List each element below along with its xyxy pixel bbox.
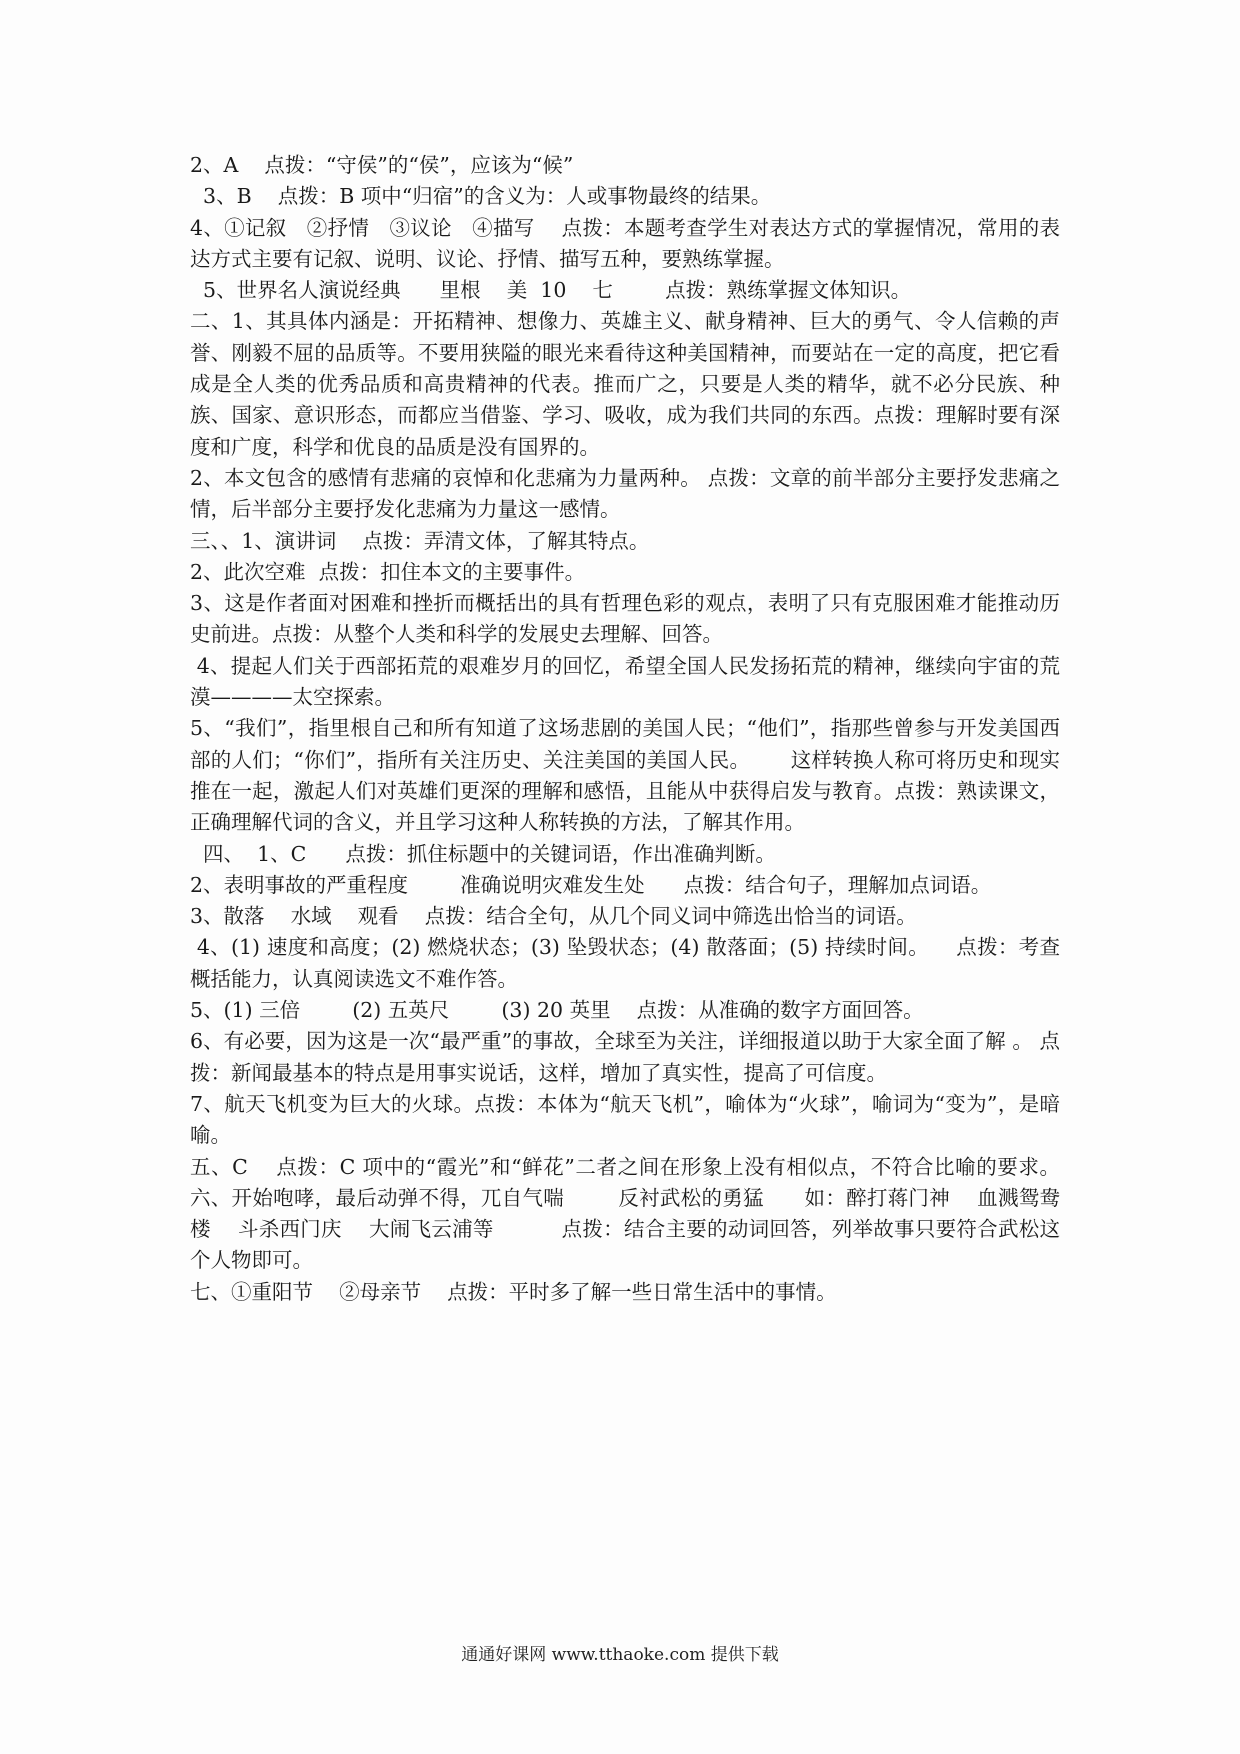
paragraph: 四、 1、C 点拨：抓住标题中的关键词语，作出准确判断。 <box>190 841 776 866</box>
paragraph: 4、提起人们关于西部拓荒的艰难岁月的回忆，希望全国人民发扬拓荒的精神，继续向宇宙的荒漠————太空探索。 <box>190 653 1060 710</box>
answer-content <box>190 150 1060 1308</box>
paragraph: 二、1、其具体内涵是：开拓精神、想像力、英雄主义、献身精神、巨大的勇气、令人信赖的声誉、刚毅不屈的品质等。不要用狭隘的眼光来看待这种美国精神，而要站在一定的高度，把它看成是全人类的优秀品质和高贵精神的代表。推而广之，只要是人类的精华，就不必分民族、种族、国家、意识形态，而都应当借鉴、学习、吸收，成为我们共同的东西。点拨：理解时要有深度和广度，科学和优良的品质是没有国界的。 <box>190 309 1060 459</box>
paragraph: 4、(1) 速度和高度；(2) 燃烧状态；(3) 坠毁状态；(4) 散落面；(5) 持续时间。 点拨：考查概括能力，认真阅读选文不难作答。 <box>190 935 1060 991</box>
paragraph: 4、①记叙 ②抒情 ③议论 ④描写 点拨：本题考查学生对表达方式的掌握情况，常用的表达方式主要有记叙、说明、议论、抒情、描写五种，要熟练掌握。 <box>190 215 1060 271</box>
paragraph: 2、A 点拨：“守侯”的“侯”，应该为“候” <box>190 153 574 177</box>
paragraph: 6、有必要，因为这是一次“最严重”的事故，全球至为关注，详细报道以助于大家全面了解 。 点拨：新闻最基本的特点是用事实说话，这样，增加了真实性，提高了可信度。 <box>190 1029 1060 1085</box>
paragraph: 2、此次空难 点拨：扣住本文的主要事件。 <box>190 559 586 584</box>
paragraph: 7、航天飞机变为巨大的火球。点拨：本体为“航天飞机”，喻体为“火球”，喻词为“变为”，是暗喻。 <box>190 1091 1060 1148</box>
paragraph: 5、(1) 三倍 (2) 五英尺 (3) 20 英里 点拨：从准确的数字方面回答。 <box>190 998 924 1023</box>
paragraph: 七、①重阳节 ②母亲节 点拨：平时多了解一些日常生活中的事情。 <box>190 1279 837 1304</box>
paragraph: 5、“我们”，指里根自己和所有知道了这场悲剧的美国人民；“他们”，指那些曾参与开发美国西部的人们；“你们”，指所有关注历史、关注美国的美国人民。 这样转换人称可将历史和现实推在一起，激起人们对英雄们更深的理解和感悟，且能从中获得启发与教育。点拨：熟读课文，正确理解代词的含义，并且学习这种人称转换的方法，了解其作用。 <box>190 716 1060 835</box>
paragraph: 2、表明事故的严重程度 准确说明灾难发生处 点拨：结合句子，理解加点词语。 <box>190 872 992 897</box>
page-footer: 通通好课网 www.tthaoke.com 提供下载 <box>461 1645 779 1665</box>
paragraph: 五、C 点拨：C 项中的“霞光”和“鲜花”二者之间在形象上没有相似点，不符合比喻的要求。六、开始咆哮，最后动弹不得，兀自气喘 反衬武松的勇猛 如：醉打蒋门神 血溅鸳鸯楼 斗杀西门庆 大闹飞云浦等 点拨：结合主要的动词回答，列举故事只要符合武松这个人物即可。 <box>190 1154 1060 1273</box>
paragraph: 三、、1、演讲词 点拨：弄清文体，了解其特点。 <box>190 528 650 553</box>
paragraph: 3、B 点拨：B 项中“归宿”的含义为：人或事物最终的结果。 <box>190 184 772 209</box>
paragraph: 5、世界名人演说经典 里根 美 10 七 点拨：熟练掌握文体知识。 <box>190 278 912 303</box>
paragraph: 3、这是作者面对困难和挫折而概括出的具有哲理色彩的观点，表明了只有克服困难才能推动历史前进。点拨：从整个人类和科学的发展史去理解、回答。 <box>190 591 1060 647</box>
paragraph: 3、散落 水域 观看 点拨：结合全句，从几个同义词中筛选出恰当的词语。 <box>190 904 917 929</box>
paragraph: 2、本文包含的感情有悲痛的哀悼和化悲痛为力量两种。 点拨：文章的前半部分主要抒发悲痛之情，后半部分主要抒发化悲痛为力量这一感情。 <box>190 465 1060 522</box>
